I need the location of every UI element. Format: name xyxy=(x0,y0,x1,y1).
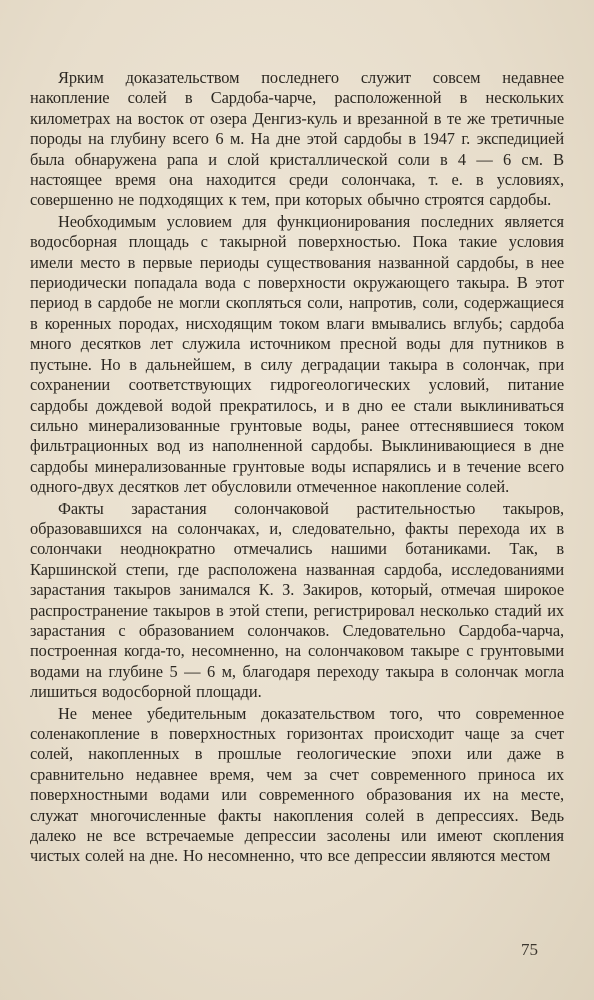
paragraph-2: Необходимым условием для функционирования последних является водосборная площадь с такырной поверхностью. Пока такие условия имели место в первые периоды существования названной сардобы, в нее периодически попадала вода с поверхности окружающего такыра. В этот период в сардобе не могли скопляться соли, напротив, соли, содержащиеся в коренных породах, нисходящим током влаги вмывались вглубь; сардоба много десятков лет служила источником пресной воды для путников в пустыне. Но в дальнейшем, в силу деградации такыра в солончак, при сохранении соответствующих гидрогеологических условий, питание сардобы дождевой водой прекратилось, и в дно ее стали выклиниваться сильно минерализованные грунтовые воды, ранее оттеснявшиеся током фильтрационных вод из наполненной сардобы. Выклинивающиеся в дне сардобы минерализованные грунтовые воды испарялись и в течение всего одного-двух десятков лет обусловили отмеченное накопление солей. xyxy=(30,211,564,497)
body-text xyxy=(30,68,564,868)
paragraph-4: Не менее убедительным доказательством того, что современное соленакопление в поверхностных горизонтах происходит чаще за счет солей, накопленных в прошлые геологические эпохи или даже в сравнительно недавнее время, чем за счет современного приноса их поверхностными водами или современного образования их на месте, служат многочисленные факты накопления солей в депрессиях. Ведь далеко не все встречаемые депрессии засолены или имеют скопления чистых солей на дне. Но несомненно, что все депрессии являются местом xyxy=(30,703,564,866)
paragraph-1: Ярким доказательством последнего служит совсем недавнее накопление солей в Сардоба-чарче, расположенной в нескольких километрах на восток от озера Денгиз-куль и врезанной в те же третичные породы на глубину всего 6 м. На дне этой сардобы в 1947 г. экспедицией была обнаружена рапа и слой кристаллической соли в 4 — 6 см. В настоящее время она находится среди солончака, т. е. в условиях, совершенно не подходящих к тем, при которых обычно строятся сардобы. xyxy=(30,68,564,210)
page-number: 75 xyxy=(521,940,538,959)
paragraph-3: Факты зарастания солончаковой растительностью такыров, образовавшихся на солончаках, и, следовательно, факты перехода их в солончаки неоднократно отмечались нашими ботаниками. Так, в Каршинской степи, где расположена названная сардоба, исследованиями зарастания такыров занимался К. З. Закиров, который, отмечая широкое распространение такыров в этой степи, регистрировал несколько стадий их зарастания с образованием солончаков. Следовательно Сардоба-чарча, построенная когда-то, несомненно, на солончаковом такыре с грунтовыми водами на глубине 5 — 6 м, благодаря переходу такыра в солончак могла лишиться водосборной площади. xyxy=(30,498,564,702)
